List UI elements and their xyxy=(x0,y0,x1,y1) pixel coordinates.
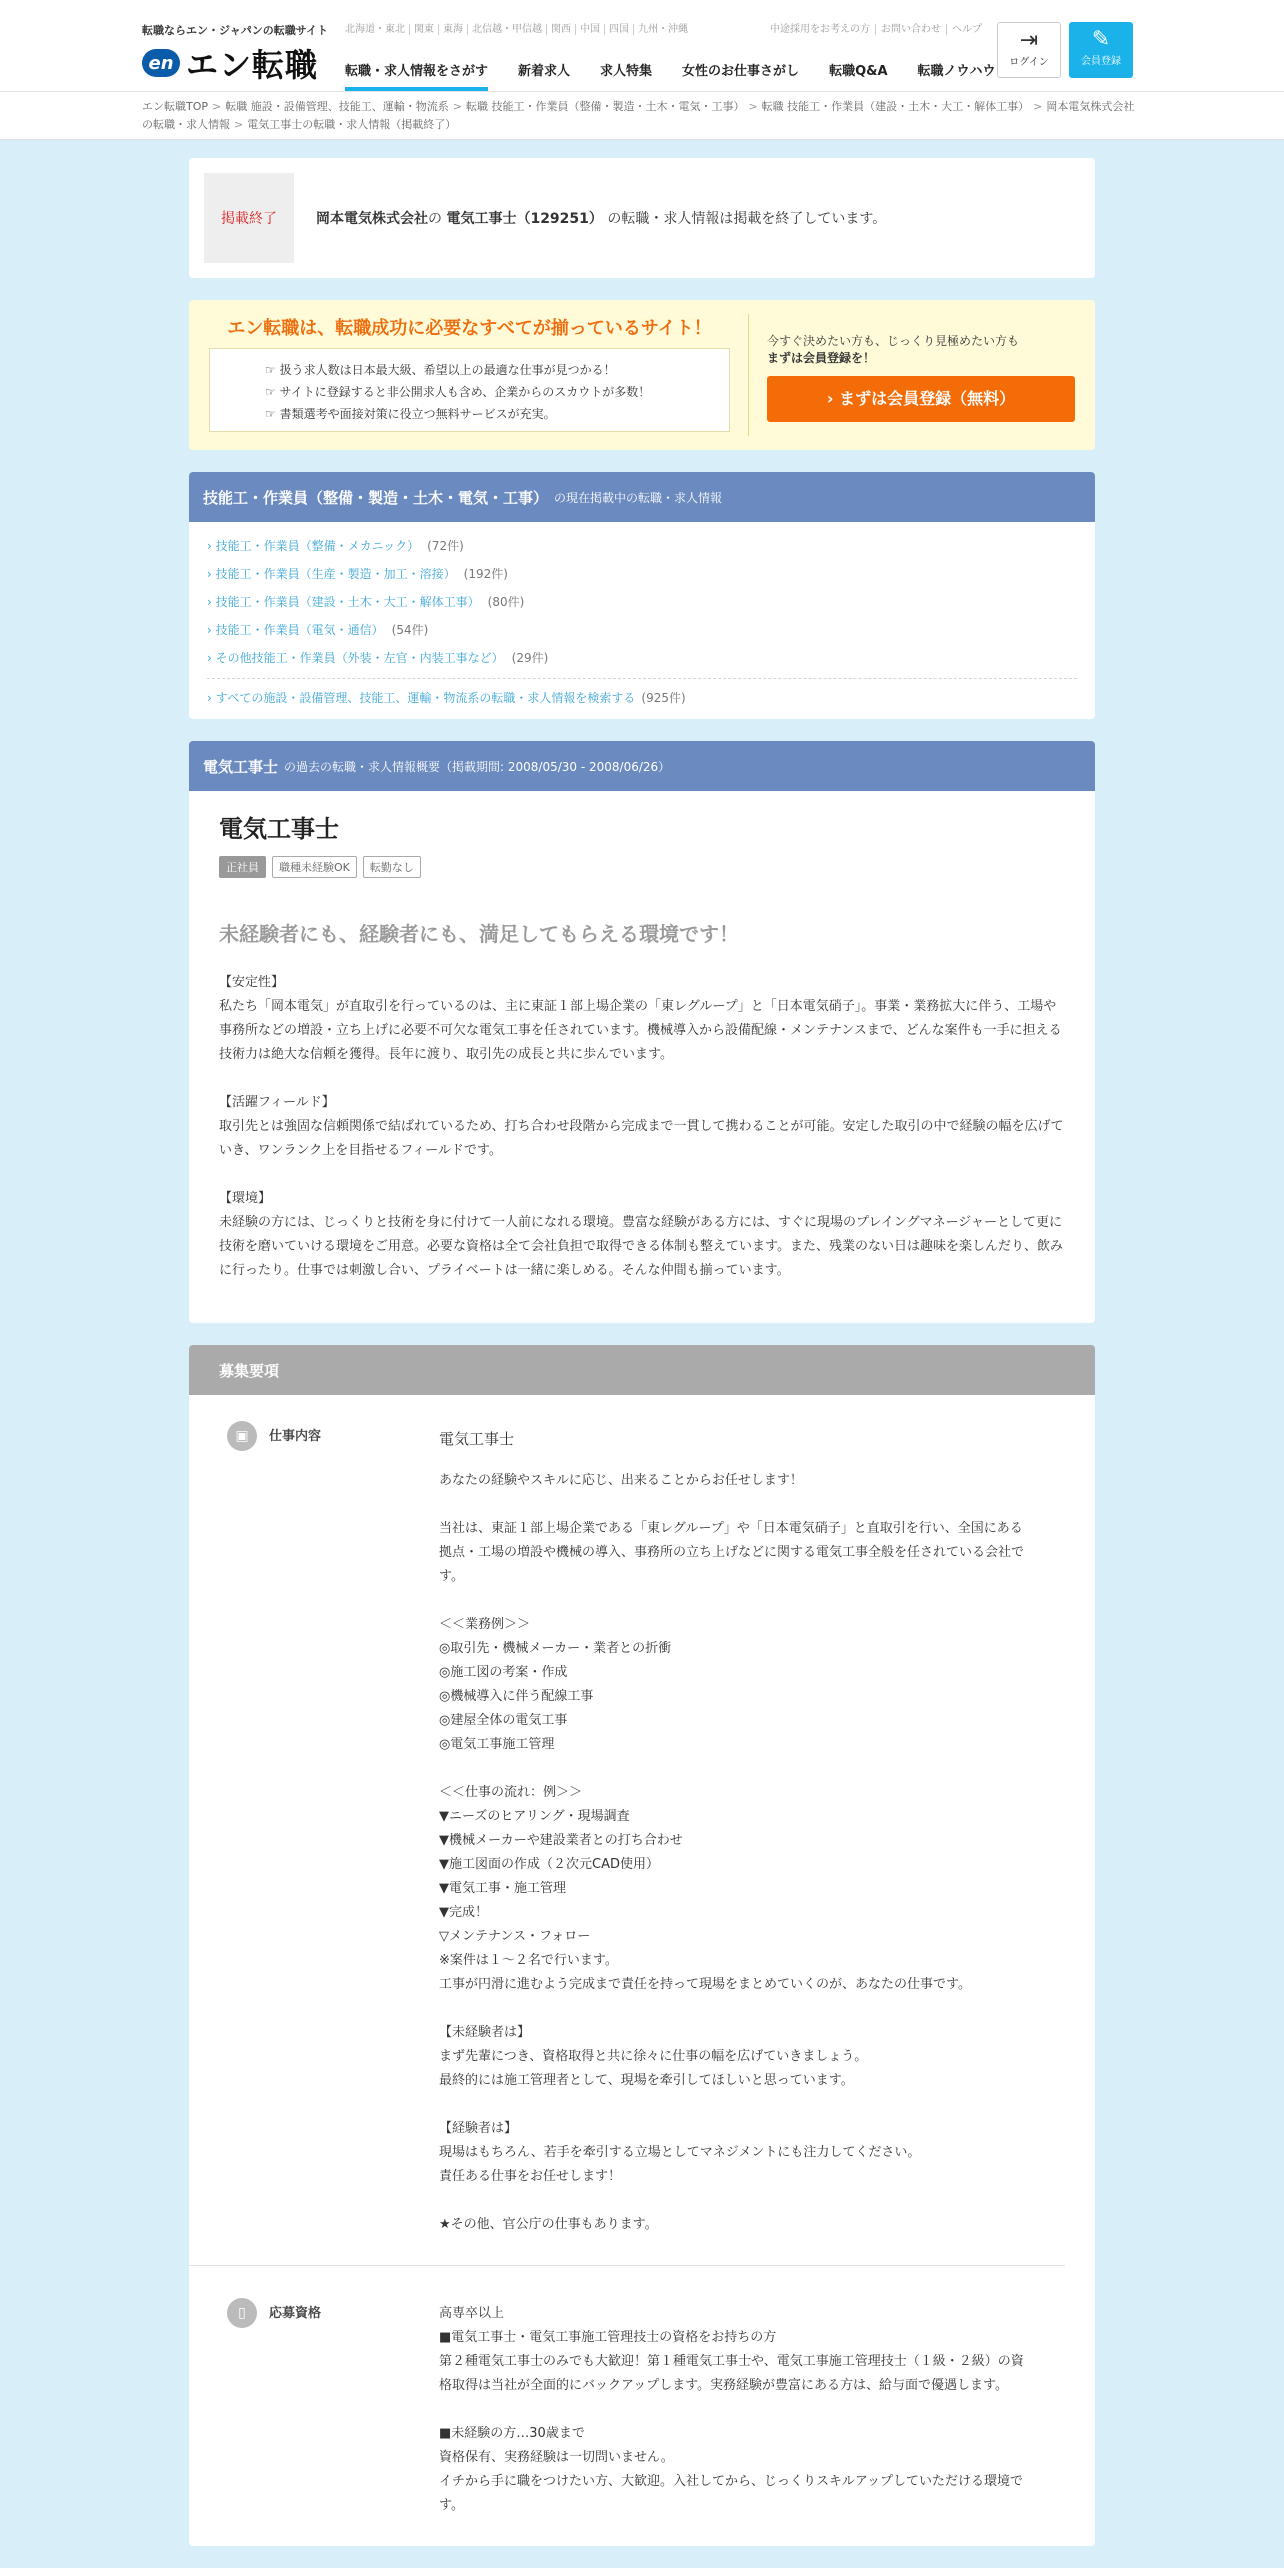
nav-job-search[interactable]: 転職・求人情報をさがす xyxy=(345,60,488,91)
breadcrumb-current: 電気工事士の転職・求人情報（掲載終了） xyxy=(247,118,457,131)
category-link[interactable]: › 技能工・作業員（電気・通信） (54件) xyxy=(207,623,429,637)
job-content-row xyxy=(189,1395,1065,2266)
requirements-header: 募集要項 xyxy=(189,1345,1095,1395)
chevron-right-icon: › xyxy=(826,389,840,408)
job-summary-panel xyxy=(189,741,1095,1323)
description-paragraph: 【安定性】 私たち「岡本電気」が直取引を行っているのは、主に東証１部上場企業の「東レグループ」と「日本電気硝子」。事業・業務拡大に伴う、工場や事務所などの増設・立ち上げに必要不可欠な電気工事を任されています。機械導入から設備配線・メンテナンスまで、どんな案件も一手に担える技術力は絶大な信頼を獲得。長年に渡り、取引先の成長と共に歩んでいます。 xyxy=(219,975,1062,1062)
ended-badge: 掲載終了 xyxy=(204,173,294,263)
chevron-right-icon: › xyxy=(207,539,216,553)
promo-banner xyxy=(189,300,1095,450)
breadcrumb-item[interactable]: 転職 施設・設備管理、技能工、運輸・物流系 xyxy=(225,100,449,113)
chevron-right-icon: › xyxy=(207,595,216,609)
site-logo[interactable] xyxy=(142,40,318,86)
tagline: 転職ならエン・ジャパンの転職サイト xyxy=(142,24,329,37)
description-paragraph: 【活躍フィールド】 取引先とは強固な信頼関係で結ばれているため、打ち合わせ段階から完成まで一貫して携わることが可能。安定した取引の中で経験の幅を広げていき、ワンランク上を目指せるフィールドです。 xyxy=(219,1095,1064,1158)
briefcase-icon: ▣ xyxy=(227,1421,257,1451)
breadcrumb-item[interactable]: 転職 技能工・作業員（建設・土木・大工・解体工事） xyxy=(761,100,1030,113)
breadcrumb-item[interactable]: 岡本電気株式会社の転職・求人情報 xyxy=(142,100,1135,131)
ended-notice xyxy=(189,158,1095,278)
promo-right-text: 今すぐ決めたい方も、じっくり見極めたい方も xyxy=(767,334,1020,348)
region-link[interactable]: 中国 xyxy=(576,24,605,35)
promo-point: ☞ 扱う求人数は日本最大級、希望以上の最適な仕事が見つかる！ xyxy=(265,363,616,377)
contact-link[interactable]: お問い合わせ xyxy=(876,24,947,35)
pencil-icon: ✎ xyxy=(1091,27,1111,52)
promo-title: エン転職は、転職成功に必要なすべてが揃っているサイト！ xyxy=(227,318,712,339)
login-label: ログイン xyxy=(1009,57,1049,68)
region-link[interactable]: 北信越・甲信越 xyxy=(468,24,547,35)
qualification-label: 応募資格 xyxy=(269,2306,322,2321)
category-link[interactable]: › 技能工・作業員（建設・土木・大工・解体工事） (80件) xyxy=(207,595,525,609)
job-description xyxy=(219,971,1065,1283)
promo-right-emphasis: まずは会員登録を！ xyxy=(767,351,876,365)
recruiter-link[interactable]: 中途採用をお考えの方 xyxy=(765,24,876,35)
region-link[interactable]: 東海 xyxy=(439,24,468,35)
category-link[interactable]: › 技能工・作業員（生産・製造・加工・溶接） (192件) xyxy=(207,567,508,581)
pointing-hand-icon: ☞ xyxy=(265,407,280,421)
all-categories-link[interactable]: › すべての施設・設備管理、技能工、運輸・物流系の転職・求人情報を検索する (925件) xyxy=(207,678,1077,711)
site-header xyxy=(0,0,1284,92)
inexperience-ok-tag: 職種未経験OK xyxy=(272,856,357,878)
logo-text: エン転職 xyxy=(186,46,319,84)
job-summary-header: 電気工事士 の過去の転職・求人情報概要（掲載期間: 2008/05/30 - 2008/06/26） xyxy=(189,741,1095,791)
job-tags xyxy=(219,856,1065,878)
category-link[interactable]: › その他技能工・作業員（外装・左官・内装工事など） (29件) xyxy=(207,651,549,665)
description-paragraph: 【環境】 未経験の方には、じっくりと技術を身に付けて一人前になれる環境。豊富な経験がある方には、すぐに現場のプレイングマネージャーとして更に技術を磨いていける環境をご用意。必要な資格は全て会社負担で取得できる体制も整えています。また、残業のない日は趣味を楽しんだり、飲みに行ったり。仕事では刺激し合い、プライベートは一緒に楽しめる。そんな仲間も揃っています。 xyxy=(219,1191,1063,1278)
job-content-title: 電気工事士 xyxy=(439,1430,515,1448)
job-title: 電気工事士 xyxy=(219,815,339,843)
bookmark-icon: ▯ xyxy=(227,2298,257,2328)
nav-women-jobs[interactable]: 女性のお仕事さがし xyxy=(682,64,800,79)
company-name: 岡本電気株式会社 xyxy=(316,211,428,227)
region-links xyxy=(345,24,692,35)
promo-points xyxy=(209,348,730,432)
category-list xyxy=(189,522,1095,719)
register-label: 会員登録 xyxy=(1081,56,1121,67)
job-content-label: 仕事内容 xyxy=(269,1429,322,1444)
pointing-hand-icon: ☞ xyxy=(265,385,280,399)
category-panel xyxy=(189,472,1095,719)
requirements-panel xyxy=(189,1345,1095,2546)
pointing-hand-icon: ☞ xyxy=(265,363,280,377)
category-link[interactable]: › 技能工・作業員（整備・メカニック） (72件) xyxy=(207,539,464,553)
ended-job-name: 電気工事士（129251） xyxy=(446,211,603,227)
nav-qa[interactable]: 転職Q&A xyxy=(829,64,888,79)
login-icon: ⇥ xyxy=(1019,28,1039,53)
region-link[interactable]: 関東 xyxy=(410,24,439,35)
region-link[interactable]: 北海道・東北 xyxy=(345,24,410,35)
job-content-text: あなたの経験やスキルに応じ、出来ることからお任せします！ 当社は、東証１部上場企業である「東レグループ」や「日本電気硝子」と直取引を行い、全国にある拠点・工場の増設や機械の導入、事務所の立ち上げなどに関する電気工事全般を任されている会社です。 ＜＜業務例＞＞ ◎取引先・機械メーカー・業者との折衝 ◎施工図の考案・作成 ◎機械導入に伴う配線工事 ◎建屋全体の電気工事 ◎電気工事施工管理 ＜＜仕事の流れ：例＞＞ ▼ニーズのヒアリング・現場調査 ▼機械メーカーや建設業者との打ち合わせ ▼施工図面の作成（２次元CAD使用） ▼電気工事・施工管理 ▼完成！ ▽メンテナンス・フォロー ※案件は１～２名で行います。 工事が円滑に進むよう完成まで責任を持って現場をまとめていくのが、あなたの仕事です。 【未経験者は】 まず先輩につき、資格取得と共に徐々に仕事の幅を広げていきましょう。 最終的には施工管理者として、現場を牽引してほしいと思っています。 【経験者は】 現場はもちろん、若手を牽引する立場としてマネジメントにも注力してください。 責任ある仕事をお任せします！ ★その他、官公庁の仕事もあります。 xyxy=(439,1473,1025,2232)
no-transfer-tag: 転勤なし xyxy=(363,856,421,878)
chevron-right-icon: › xyxy=(207,651,216,665)
region-link[interactable]: 四国 xyxy=(605,24,634,35)
register-button[interactable] xyxy=(1069,22,1133,78)
employment-type-tag: 正社員 xyxy=(219,856,266,878)
logo-mark: en xyxy=(142,49,180,77)
qualification-text: 高専卒以上 ■電気工事士・電気工事施工管理技士の資格をお持ちの方 第２種電気工事士のみでも大歓迎！第１種電気工事士や、電気工事施工管理技士（１級・２級）の資格取得は当社が全面的にバックアップします。実務経験が豊富にある方は、給与面で優遇します。 ■未経験の方…30歳まで 資格保有、実務経験は一切問いません。 イチから手に職をつけたい方、大歓迎。入社してから、じっくりスキルアップしていただける環境です。 xyxy=(439,2306,1024,2513)
breadcrumb-bar xyxy=(0,92,1284,140)
promo-point: ☞ 書類選考や面接対策に役立つ無料サービスが充実。 xyxy=(265,407,556,421)
nav-knowhow[interactable]: 転職ノウハウ xyxy=(917,64,996,79)
nav-new-jobs[interactable]: 新着求人 xyxy=(518,64,571,79)
catch-copy: 未経験者にも、経験者にも、満足してもらえる環境です！ xyxy=(219,922,739,946)
region-link[interactable]: 九州・沖縄 xyxy=(638,24,688,35)
breadcrumb-item[interactable]: 転職 技能工・作業員（整備・製造・土木・電気・工事） xyxy=(465,100,745,113)
breadcrumb: エン転職TOP > 転職 施設・設備管理、技能工、運輸・物流系 > 転職 技能工・作業員（整備・製造・土木・電気・工事） > 転職 技能工・作業員（建設・土木・大工・解体工事） > 岡本電気株式会社の転職・求人情報 > 電気工事士の転職・求人情報（掲載終了） xyxy=(142,100,1135,131)
promo-point: ☞ サイトに登録すると非公開求人も含め、企業からのスカウトが多数！ xyxy=(265,385,651,399)
region-link[interactable]: 関西 xyxy=(547,24,576,35)
nav-features[interactable]: 求人特集 xyxy=(600,64,653,79)
global-nav xyxy=(345,60,1026,91)
qualification-row xyxy=(189,2266,1065,2546)
register-cta-button[interactable]: › まずは会員登録（無料） xyxy=(767,376,1075,422)
ended-message: 岡本電気株式会社の 電気工事士（129251） の転職・求人情報は掲載を終了しています。 xyxy=(316,211,887,227)
chevron-right-icon: › xyxy=(207,567,216,581)
main-container xyxy=(189,140,1095,2546)
breadcrumb-item[interactable]: エン転職TOP xyxy=(142,100,209,113)
help-link[interactable]: ヘルプ xyxy=(952,24,982,35)
chevron-right-icon: › xyxy=(207,623,216,637)
utility-links xyxy=(765,24,987,35)
chevron-right-icon: › xyxy=(207,691,216,705)
category-panel-header: 技能工・作業員（整備・製造・土木・電気・工事） の現在掲載中の転職・求人情報 xyxy=(189,472,1095,522)
